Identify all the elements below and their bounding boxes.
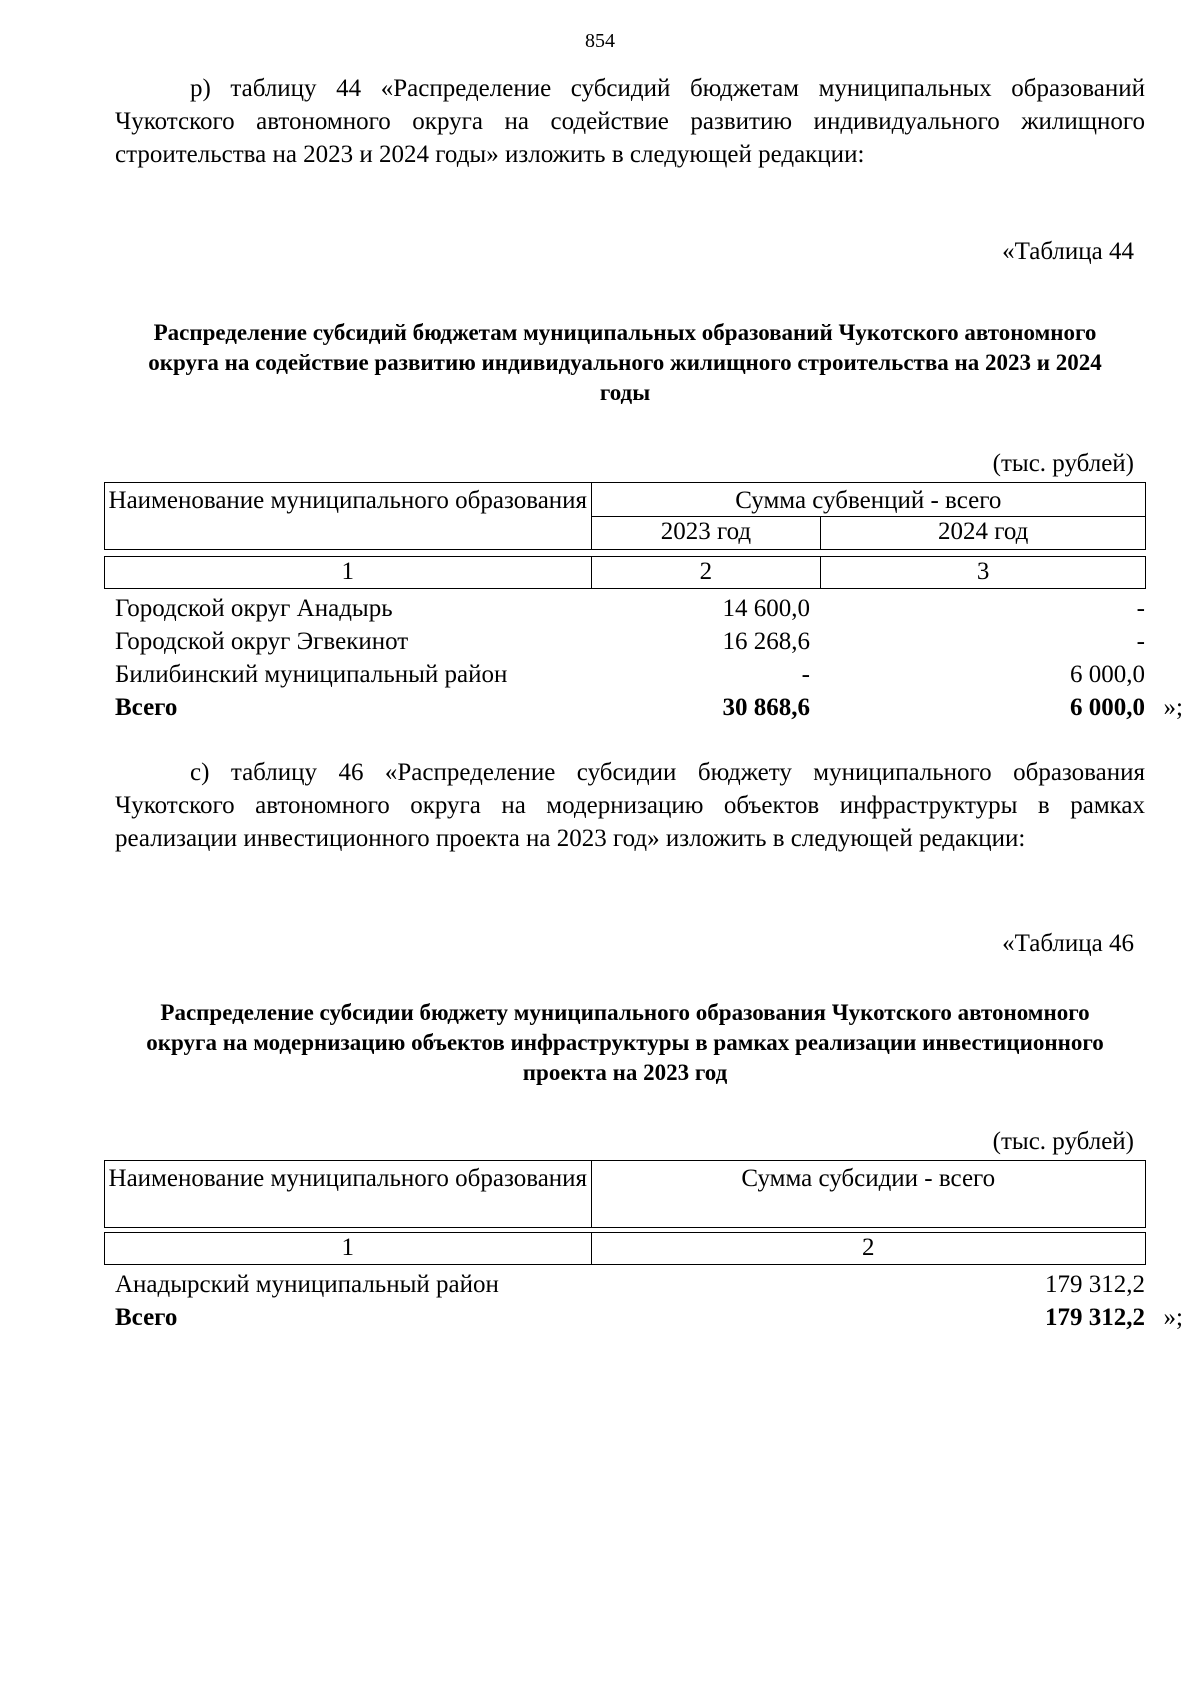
total-value: 179 312,2 xyxy=(1045,1304,1145,1331)
table-46-header-sum: Сумма субсидии - всего xyxy=(591,1161,1145,1228)
table-44-row xyxy=(115,658,1145,691)
table-46-row xyxy=(115,1268,1145,1301)
table-46-title: Распределение субсидии бюджету муниципального образования Чукотского автономного округа на модернизацию объектов инфраструктуры в рамках реализации инвестиционного проекта на 2023 год xyxy=(146,1000,1104,1085)
table-44-header-name: Наименование муниципального образования xyxy=(105,483,592,550)
table-46-column-numbers xyxy=(104,1232,1146,1265)
table-46-col-num: 2 xyxy=(591,1233,1145,1265)
table-44-col-num: 2 xyxy=(591,557,821,589)
row-value: 179 312,2 xyxy=(1045,1271,1145,1298)
table-44-row xyxy=(115,625,1145,658)
total-label: Всего xyxy=(115,694,178,721)
paragraph-r: р) таблицу 44 «Распределение субсидий бюджетам муниципальных образований Чукотского автономного округа на содействие развитию индивидуального жилищного строительства на 2023 и 2024 годы» изложить в следующей редакции: xyxy=(115,75,1145,168)
table-46-reference: «Таблица 46 xyxy=(1002,930,1134,957)
row-value-2024: - xyxy=(1136,628,1145,655)
total-value-2024: 6 000,0 xyxy=(1070,694,1145,721)
table-44-column-numbers xyxy=(104,556,1146,589)
row-value-2023: 14 600,0 xyxy=(722,595,810,622)
table-44-header-sum: Сумма субвенций - всего xyxy=(591,483,1145,517)
table-46-total-row xyxy=(115,1301,1183,1334)
table-44-col-num: 3 xyxy=(821,557,1146,589)
table-46-col-num: 1 xyxy=(105,1233,592,1265)
row-name: Городской округ Анадырь xyxy=(115,595,393,622)
row-value-2024: 6 000,0 xyxy=(1070,661,1145,688)
table-44-total-row xyxy=(115,691,1183,724)
row-name: Городской округ Эгвекинот xyxy=(115,628,409,655)
table-44-col-num: 1 xyxy=(105,557,592,589)
table-44-unit: (тыс. рублей) xyxy=(992,450,1134,477)
table-44-row xyxy=(115,592,1145,625)
page-number: 854 xyxy=(585,30,615,52)
row-value-2023: 16 268,6 xyxy=(722,628,810,655)
total-value-2023: 30 868,6 xyxy=(722,694,810,721)
closing-quote: »; xyxy=(1163,694,1183,721)
total-label: Всего xyxy=(115,1304,178,1331)
row-name: Билибинский муниципальный район xyxy=(115,661,508,688)
table-46-unit: (тыс. рублей) xyxy=(992,1128,1134,1155)
table-44-header-2024: 2024 год xyxy=(821,517,1146,550)
table-44-title: Распределение субсидий бюджетам муниципальных образований Чукотского автономного округа на содействие развитию индивидуального жилищного строительства на 2023 и 2024 годы xyxy=(148,320,1102,405)
table-46-header-name: Наименование муниципального образования xyxy=(105,1161,592,1228)
row-value-2023: - xyxy=(801,661,810,688)
row-name: Анадырский муниципальный район xyxy=(115,1271,499,1298)
closing-quote: »; xyxy=(1163,1304,1183,1331)
paragraph-s: с) таблицу 46 «Распределение субсидии бюджету муниципального образования Чукотского автономного округа на модернизацию объектов инфраструктуры в рамках реализации инвестиционного проекта на 2023 год» изложить в следующей редакции: xyxy=(115,759,1145,852)
row-value-2024: - xyxy=(1136,595,1145,622)
table-44-header xyxy=(104,482,1146,550)
table-44-reference: «Таблица 44 xyxy=(1002,238,1134,265)
table-44-header-2023: 2023 год xyxy=(591,517,821,550)
table-46-header xyxy=(104,1160,1146,1228)
